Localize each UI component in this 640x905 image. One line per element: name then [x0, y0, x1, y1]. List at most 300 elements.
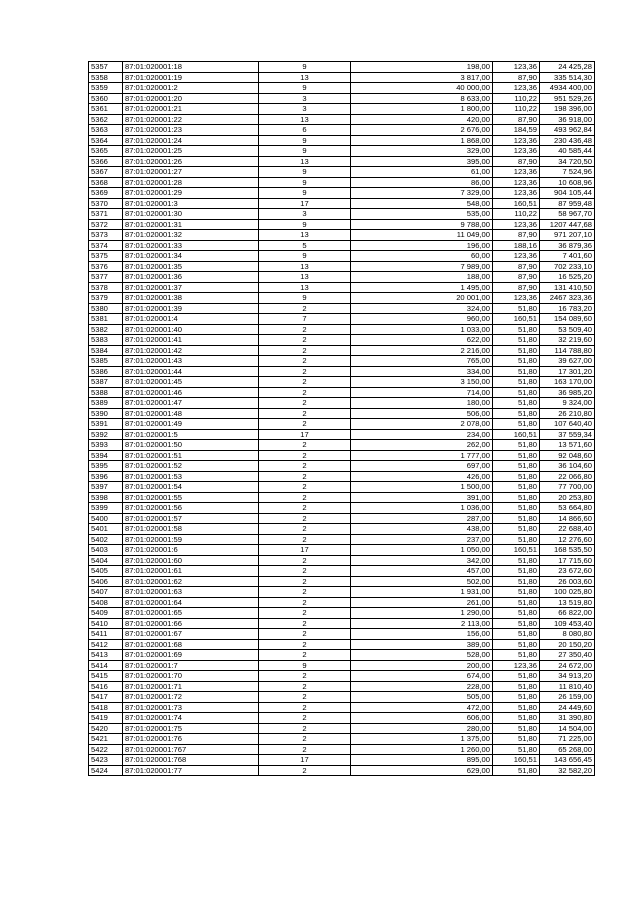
area-cell: 7 989,00: [351, 261, 493, 272]
cadastral-number-cell: 87:01:020001:31: [123, 219, 259, 230]
group-cell: 17: [259, 545, 351, 556]
rate-cell: 51,80: [493, 387, 540, 398]
cadastral-number-cell: 87:01:020001:19: [123, 72, 259, 83]
group-cell: 2: [259, 618, 351, 629]
group-cell: 2: [259, 702, 351, 713]
area-cell: 2 078,00: [351, 419, 493, 430]
cadastral-value-cell: 163 170,00: [540, 377, 595, 388]
cadastral-number-cell: 87:01:020001:73: [123, 702, 259, 713]
cadastral-number-cell: 87:01:020001:64: [123, 597, 259, 608]
area-cell: 180,00: [351, 398, 493, 409]
table-row: [89, 83, 595, 94]
cadastral-number-cell: 87:01:020001:34: [123, 251, 259, 262]
area-cell: 237,00: [351, 534, 493, 545]
table-row: [89, 251, 595, 262]
rate-cell: 51,80: [493, 471, 540, 482]
table-row: [89, 345, 595, 356]
rate-cell: 51,80: [493, 461, 540, 472]
rate-cell: 51,80: [493, 702, 540, 713]
cadastral-number-cell: 87:01:020001:42: [123, 345, 259, 356]
cadastral-value-cell: 37 559,34: [540, 429, 595, 440]
table-row: [89, 639, 595, 650]
rate-cell: 123,36: [493, 83, 540, 94]
area-cell: 1 931,00: [351, 587, 493, 598]
cadastral-value-cell: 131 410,50: [540, 282, 595, 293]
row-number-cell: 5365: [89, 146, 123, 157]
area-cell: 389,00: [351, 639, 493, 650]
group-cell: 2: [259, 419, 351, 430]
rate-cell: 51,80: [493, 608, 540, 619]
table-row: [89, 587, 595, 598]
table-row: [89, 534, 595, 545]
group-cell: 17: [259, 755, 351, 766]
area-cell: 1 777,00: [351, 450, 493, 461]
group-cell: 6: [259, 125, 351, 136]
cadastral-value-cell: 36 104,60: [540, 461, 595, 472]
cadastral-value-cell: 34 913,20: [540, 671, 595, 682]
group-cell: 2: [259, 765, 351, 776]
rate-cell: 160,51: [493, 429, 540, 440]
cadastral-value-cell: 16 783,20: [540, 303, 595, 314]
table-row: [89, 503, 595, 514]
cadastral-value-cell: 14 504,00: [540, 723, 595, 734]
area-cell: 960,00: [351, 314, 493, 325]
area-cell: 506,00: [351, 408, 493, 419]
cadastral-number-cell: 87:01:020001:66: [123, 618, 259, 629]
row-number-cell: 5374: [89, 240, 123, 251]
cadastral-value-cell: 32 582,20: [540, 765, 595, 776]
row-number-cell: 5382: [89, 324, 123, 335]
cadastral-number-cell: 87:01:020001:22: [123, 114, 259, 125]
row-number-cell: 5376: [89, 261, 123, 272]
rate-cell: 123,36: [493, 188, 540, 199]
area-cell: 528,00: [351, 650, 493, 661]
table-row: [89, 366, 595, 377]
cadastral-number-cell: 87:01:020001:59: [123, 534, 259, 545]
cadastral-value-cell: 951 529,26: [540, 93, 595, 104]
area-cell: 2 676,00: [351, 125, 493, 136]
table-row: [89, 114, 595, 125]
row-number-cell: 5415: [89, 671, 123, 682]
area-cell: 280,00: [351, 723, 493, 734]
table-row: [89, 450, 595, 461]
rate-cell: 51,80: [493, 419, 540, 430]
table-row: [89, 524, 595, 535]
area-cell: 714,00: [351, 387, 493, 398]
group-cell: 2: [259, 744, 351, 755]
rate-cell: 51,80: [493, 555, 540, 566]
row-number-cell: 5375: [89, 251, 123, 262]
cadastral-value-cell: 66 822,00: [540, 608, 595, 619]
table-row: [89, 671, 595, 682]
group-cell: 9: [259, 177, 351, 188]
row-number-cell: 5412: [89, 639, 123, 650]
row-number-cell: 5420: [89, 723, 123, 734]
rate-cell: 123,36: [493, 146, 540, 157]
cadastral-value-cell: 22 066,80: [540, 471, 595, 482]
rate-cell: 51,80: [493, 744, 540, 755]
table-row: [89, 314, 595, 325]
group-cell: 2: [259, 713, 351, 724]
rate-cell: 123,36: [493, 293, 540, 304]
area-cell: 472,00: [351, 702, 493, 713]
area-cell: 1 260,00: [351, 744, 493, 755]
row-number-cell: 5387: [89, 377, 123, 388]
row-number-cell: 5406: [89, 576, 123, 587]
area-cell: 61,00: [351, 167, 493, 178]
cadastral-number-cell: 87:01:020001:40: [123, 324, 259, 335]
area-cell: 20 001,00: [351, 293, 493, 304]
table-row: [89, 681, 595, 692]
cadastral-number-cell: 87:01:020001:20: [123, 93, 259, 104]
group-cell: 2: [259, 639, 351, 650]
rate-cell: 160,51: [493, 314, 540, 325]
area-cell: 3 817,00: [351, 72, 493, 83]
area-cell: 697,00: [351, 461, 493, 472]
rate-cell: 110,22: [493, 209, 540, 220]
group-cell: 13: [259, 230, 351, 241]
rate-cell: 51,80: [493, 576, 540, 587]
row-number-cell: 5424: [89, 765, 123, 776]
cadastral-number-cell: 87:01:020001:36: [123, 272, 259, 283]
rate-cell: 51,80: [493, 324, 540, 335]
row-number-cell: 5392: [89, 429, 123, 440]
rate-cell: 123,36: [493, 219, 540, 230]
cadastral-number-cell: 87:01:020001:60: [123, 555, 259, 566]
rate-cell: 110,22: [493, 93, 540, 104]
area-cell: 156,00: [351, 629, 493, 640]
row-number-cell: 5401: [89, 524, 123, 535]
cadastral-value-cell: 32 219,60: [540, 335, 595, 346]
area-cell: 324,00: [351, 303, 493, 314]
cadastral-value-cell: 9 324,00: [540, 398, 595, 409]
area-cell: 1 495,00: [351, 282, 493, 293]
area-cell: 228,00: [351, 681, 493, 692]
group-cell: 2: [259, 587, 351, 598]
group-cell: 2: [259, 629, 351, 640]
area-cell: 86,00: [351, 177, 493, 188]
group-cell: 2: [259, 681, 351, 692]
table-row: [89, 240, 595, 251]
cadastral-number-cell: 87:01:020001:32: [123, 230, 259, 241]
cadastral-value-cell: 16 525,20: [540, 272, 595, 283]
group-cell: 2: [259, 503, 351, 514]
rate-cell: 51,80: [493, 566, 540, 577]
rate-cell: 51,80: [493, 765, 540, 776]
table-row: [89, 608, 595, 619]
group-cell: 3: [259, 93, 351, 104]
row-number-cell: 5399: [89, 503, 123, 514]
row-number-cell: 5405: [89, 566, 123, 577]
table-row: [89, 135, 595, 146]
area-cell: 1 033,00: [351, 324, 493, 335]
table-row: [89, 156, 595, 167]
group-cell: 2: [259, 492, 351, 503]
row-number-cell: 5390: [89, 408, 123, 419]
area-cell: 234,00: [351, 429, 493, 440]
table-row: [89, 72, 595, 83]
row-number-cell: 5423: [89, 755, 123, 766]
group-cell: 2: [259, 471, 351, 482]
cadastral-number-cell: 87:01:020001:46: [123, 387, 259, 398]
row-number-cell: 5419: [89, 713, 123, 724]
cadastral-number-cell: 87:01:020001:71: [123, 681, 259, 692]
cadastral-number-cell: 87:01:020001:18: [123, 62, 259, 73]
area-cell: 287,00: [351, 513, 493, 524]
cadastral-value-cell: 13 519,80: [540, 597, 595, 608]
area-cell: 420,00: [351, 114, 493, 125]
cadastral-value-cell: 53 509,40: [540, 324, 595, 335]
rate-cell: 51,80: [493, 534, 540, 545]
group-cell: 2: [259, 723, 351, 734]
area-cell: 1 290,00: [351, 608, 493, 619]
table-row: [89, 198, 595, 209]
group-cell: 2: [259, 387, 351, 398]
table-row: [89, 692, 595, 703]
table-row: [89, 702, 595, 713]
group-cell: 2: [259, 450, 351, 461]
table-row: [89, 356, 595, 367]
cadastral-number-cell: 87:01:020001:54: [123, 482, 259, 493]
rate-cell: 188,16: [493, 240, 540, 251]
cadastral-value-cell: 114 788,80: [540, 345, 595, 356]
cadastral-value-cell: 971 207,10: [540, 230, 595, 241]
rate-cell: 51,80: [493, 524, 540, 535]
area-cell: 2 216,00: [351, 345, 493, 356]
area-cell: 9 788,00: [351, 219, 493, 230]
group-cell: 9: [259, 146, 351, 157]
row-number-cell: 5368: [89, 177, 123, 188]
row-number-cell: 5366: [89, 156, 123, 167]
row-number-cell: 5364: [89, 135, 123, 146]
row-number-cell: 5408: [89, 597, 123, 608]
area-cell: 261,00: [351, 597, 493, 608]
row-number-cell: 5416: [89, 681, 123, 692]
table-row: [89, 492, 595, 503]
table-row: [89, 62, 595, 73]
group-cell: 2: [259, 513, 351, 524]
table-row: [89, 324, 595, 335]
cadastral-number-cell: 87:01:020001:767: [123, 744, 259, 755]
table-row: [89, 734, 595, 745]
cadastral-number-cell: 87:01:020001:49: [123, 419, 259, 430]
table-row: [89, 650, 595, 661]
area-cell: 606,00: [351, 713, 493, 724]
group-cell: 2: [259, 366, 351, 377]
rate-cell: 123,36: [493, 167, 540, 178]
table-row: [89, 440, 595, 451]
area-cell: 765,00: [351, 356, 493, 367]
rate-cell: 51,80: [493, 513, 540, 524]
cadastral-number-cell: 87:01:020001:24: [123, 135, 259, 146]
rate-cell: 51,80: [493, 377, 540, 388]
rate-cell: 51,80: [493, 597, 540, 608]
cadastral-value-cell: 24 425,28: [540, 62, 595, 73]
row-number-cell: 5360: [89, 93, 123, 104]
row-number-cell: 5361: [89, 104, 123, 115]
group-cell: 2: [259, 576, 351, 587]
table-row: [89, 303, 595, 314]
cadastral-number-cell: 87:01:020001:51: [123, 450, 259, 461]
group-cell: 2: [259, 377, 351, 388]
area-cell: 502,00: [351, 576, 493, 587]
group-cell: 2: [259, 597, 351, 608]
group-cell: 9: [259, 83, 351, 94]
row-number-cell: 5384: [89, 345, 123, 356]
cadastral-number-cell: 87:01:020001:6: [123, 545, 259, 556]
table-row: [89, 335, 595, 346]
row-number-cell: 5372: [89, 219, 123, 230]
table-row: [89, 104, 595, 115]
group-cell: 2: [259, 324, 351, 335]
area-cell: 188,00: [351, 272, 493, 283]
group-cell: 2: [259, 440, 351, 451]
group-cell: 2: [259, 671, 351, 682]
group-cell: 2: [259, 608, 351, 619]
group-cell: 17: [259, 429, 351, 440]
cadastral-value-cell: 39 627,00: [540, 356, 595, 367]
cadastral-value-cell: 24 449,60: [540, 702, 595, 713]
table-row: [89, 755, 595, 766]
row-number-cell: 5379: [89, 293, 123, 304]
rate-cell: 51,80: [493, 503, 540, 514]
group-cell: 9: [259, 219, 351, 230]
cadastral-number-cell: 87:01:020001:55: [123, 492, 259, 503]
group-cell: 2: [259, 335, 351, 346]
cadastral-number-cell: 87:01:020001:56: [123, 503, 259, 514]
table-row: [89, 545, 595, 556]
group-cell: 9: [259, 188, 351, 199]
cadastral-number-cell: 87:01:020001:35: [123, 261, 259, 272]
rate-cell: 51,80: [493, 692, 540, 703]
cadastral-value-cell: 13 571,60: [540, 440, 595, 451]
table-row: [89, 482, 595, 493]
rate-cell: 51,80: [493, 713, 540, 724]
table-row: [89, 377, 595, 388]
rate-cell: 123,36: [493, 135, 540, 146]
row-number-cell: 5395: [89, 461, 123, 472]
group-cell: 2: [259, 566, 351, 577]
table-row: [89, 282, 595, 293]
row-number-cell: 5407: [89, 587, 123, 598]
group-cell: 17: [259, 198, 351, 209]
table-row: [89, 765, 595, 776]
row-number-cell: 5410: [89, 618, 123, 629]
cadastral-number-cell: 87:01:020001:21: [123, 104, 259, 115]
table-row: [89, 566, 595, 577]
cadastral-number-cell: 87:01:020001:27: [123, 167, 259, 178]
cadastral-number-cell: 87:01:020001:29: [123, 188, 259, 199]
group-cell: 3: [259, 104, 351, 115]
table-row: [89, 461, 595, 472]
row-number-cell: 5417: [89, 692, 123, 703]
area-cell: 2 113,00: [351, 618, 493, 629]
cadastral-value-cell: 702 233,10: [540, 261, 595, 272]
group-cell: 2: [259, 482, 351, 493]
row-number-cell: 5389: [89, 398, 123, 409]
cadastral-value-cell: 107 640,40: [540, 419, 595, 430]
table-row: [89, 177, 595, 188]
group-cell: 9: [259, 660, 351, 671]
cadastral-value-cell: 143 656,45: [540, 755, 595, 766]
row-number-cell: 5378: [89, 282, 123, 293]
cadastral-number-cell: 87:01:020001:77: [123, 765, 259, 776]
cadastral-number-cell: 87:01:020001:5: [123, 429, 259, 440]
row-number-cell: 5402: [89, 534, 123, 545]
cadastral-value-cell: 26 003,60: [540, 576, 595, 587]
row-number-cell: 5369: [89, 188, 123, 199]
cadastral-value-cell: 8 080,80: [540, 629, 595, 640]
table-row: [89, 219, 595, 230]
row-number-cell: 5421: [89, 734, 123, 745]
row-number-cell: 5362: [89, 114, 123, 125]
cadastral-number-cell: 87:01:020001:68: [123, 639, 259, 650]
cadastral-value-cell: 71 225,00: [540, 734, 595, 745]
rate-cell: 51,80: [493, 345, 540, 356]
cadastral-number-cell: 87:01:020001:768: [123, 755, 259, 766]
rate-cell: 123,36: [493, 62, 540, 73]
cadastral-value-cell: 92 048,60: [540, 450, 595, 461]
row-number-cell: 5398: [89, 492, 123, 503]
cadastral-value-cell: 230 436,48: [540, 135, 595, 146]
rate-cell: 87,90: [493, 72, 540, 83]
table-row: [89, 408, 595, 419]
cadastral-value-cell: 36 918,00: [540, 114, 595, 125]
cadastral-value-cell: 198 396,00: [540, 104, 595, 115]
cadastral-number-cell: 87:01:020001:41: [123, 335, 259, 346]
cadastral-number-cell: 87:01:020001:37: [123, 282, 259, 293]
cadastral-value-cell: 40 585,44: [540, 146, 595, 157]
group-cell: 2: [259, 408, 351, 419]
cadastral-value-cell: 1207 447,68: [540, 219, 595, 230]
row-number-cell: 5418: [89, 702, 123, 713]
group-cell: 5: [259, 240, 351, 251]
cadastral-number-cell: 87:01:020001:48: [123, 408, 259, 419]
group-cell: 7: [259, 314, 351, 325]
cadastral-value-cell: 58 967,70: [540, 209, 595, 220]
cadastral-value-cell: 17 715,60: [540, 555, 595, 566]
rate-cell: 51,80: [493, 650, 540, 661]
group-cell: 2: [259, 692, 351, 703]
cadastral-number-cell: 87:01:020001:44: [123, 366, 259, 377]
cadastral-number-cell: 87:01:020001:33: [123, 240, 259, 251]
row-number-cell: 5363: [89, 125, 123, 136]
area-cell: 8 633,00: [351, 93, 493, 104]
group-cell: 13: [259, 114, 351, 125]
table-row: [89, 261, 595, 272]
group-cell: 9: [259, 167, 351, 178]
table-row: [89, 272, 595, 283]
rate-cell: 51,80: [493, 587, 540, 598]
row-number-cell: 5397: [89, 482, 123, 493]
table-body: [89, 62, 595, 776]
group-cell: 9: [259, 293, 351, 304]
table-row: [89, 125, 595, 136]
cadastral-number-cell: 87:01:020001:52: [123, 461, 259, 472]
cadastral-value-cell: 20 253,80: [540, 492, 595, 503]
group-cell: 9: [259, 62, 351, 73]
area-cell: 548,00: [351, 198, 493, 209]
cadastral-value-cell: 11 810,40: [540, 681, 595, 692]
rate-cell: 123,36: [493, 660, 540, 671]
row-number-cell: 5400: [89, 513, 123, 524]
rate-cell: 51,80: [493, 303, 540, 314]
cadastral-value-cell: 20 150,20: [540, 639, 595, 650]
group-cell: 2: [259, 734, 351, 745]
cadastral-value-cell: 65 268,00: [540, 744, 595, 755]
cadastral-number-cell: 87:01:020001:3: [123, 198, 259, 209]
row-number-cell: 5388: [89, 387, 123, 398]
